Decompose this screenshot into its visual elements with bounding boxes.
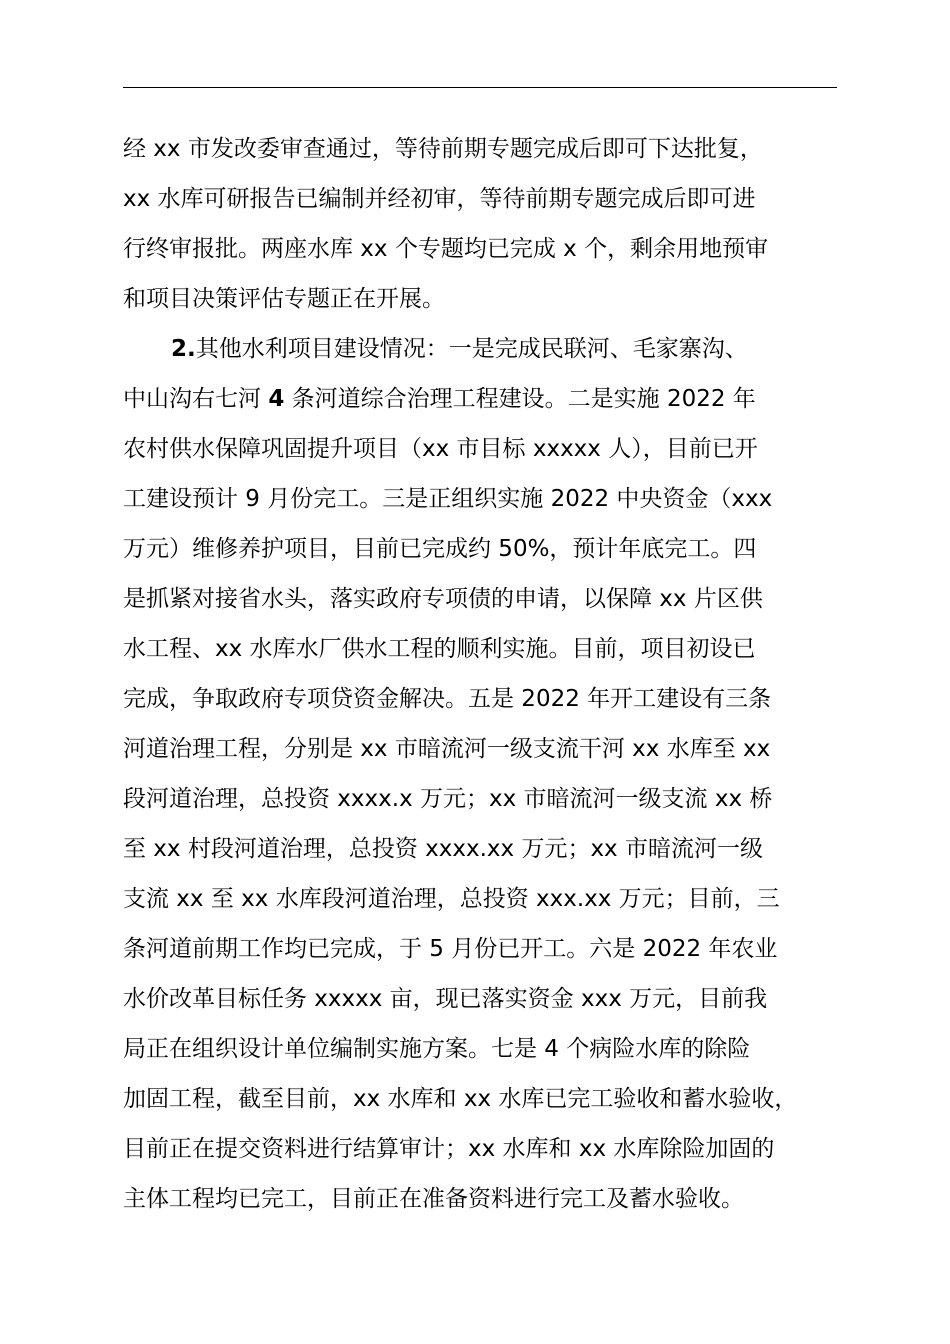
paragraph-line-text: 其他水利项目建设情况：一是完成民联河、毛家寨沟、 [195,336,748,362]
paragraph-line: 经 xx 市发改委审查通过，等待前期专题完成后即可下达批复， [123,136,763,162]
paragraph-line: 是抓紧对接省水头，落实政府专项债的申请，以保障 xx 片区供 [123,586,763,612]
paragraph-line: 万元）维修养护项目，目前已完成约 50%，预计年底完工。四 [123,536,757,562]
paragraph-line: 水价改革目标任务 xxxxx 亩，现已落实资金 xxx 万元，目前我 [123,986,768,1012]
paragraph-line: 局正在组织设计单位编制实施方案。七是 4 个病险水库的除险 [123,1036,751,1062]
paragraph-line: 加固工程，截至目前，xx 水库和 xx 水库已完工验收和蓄水验收， [123,1086,798,1112]
paragraph-line: 行终审报批。两座水库 xx 个专题均已完成 x 个，剩余用地预审 [123,236,769,262]
paragraph-line: 段河道治理，总投资 xxxx.x 万元；xx 市暗流河一级支流 xx 桥 [123,786,773,812]
paragraph-line: 农村供水保障巩固提升项目（xx 市目标 xxxxx 人），目前已开 [123,436,758,462]
paragraph-2-second-line [123,374,863,424]
paragraph-line: 和项目决策评估专题正在开展。 [123,286,445,312]
paragraph-line: 水工程、xx 水库水厂供水工程的顺利实施。目前，项目初设已 [123,636,756,662]
paragraph-2-first-line [123,324,863,374]
section-number: 2. [171,336,196,362]
paragraph-line-text: 中山沟右七河 [123,386,269,412]
paragraph-line: 支流 xx 至 xx 水库段河道治理，总投资 xxx.xx 万元；目前，三 [123,886,780,912]
paragraph-line-text: 条河道综合治理工程建设。二是实施 2022 年 [284,386,756,412]
paragraph-line: 目前正在提交资料进行结算审计；xx 水库和 xx 水库除险加固的 [123,1136,775,1162]
header-rule [123,87,837,88]
bold-number: 4 [268,386,285,412]
paragraph-line: 至 xx 村段河道治理，总投资 xxxx.xx 万元；xx 市暗流河一级 [123,836,763,862]
paragraph-line: 条河道前期工作均已完成，于 5 月份已开工。六是 2022 年农业 [123,936,778,962]
document-body [123,124,863,1224]
paragraph-line: 完成，争取政府专项贷资金解决。五是 2022 年开工建设有三条 [123,686,772,712]
paragraph-line: 主体工程均已完工，目前正在准备资料进行完工及蓄水验收。 [123,1186,744,1212]
paragraph-line: xx 水库可研报告已编制并经初审，等待前期专题完成后即可进 [123,186,756,212]
paragraph-line: 河道治理工程，分别是 xx 市暗流河一级支流干河 xx 水库至 xx [123,736,771,762]
paragraph-line: 工建设预计 9 月份完工。三是正组织实施 2022 中央资金（xxx [123,486,773,512]
